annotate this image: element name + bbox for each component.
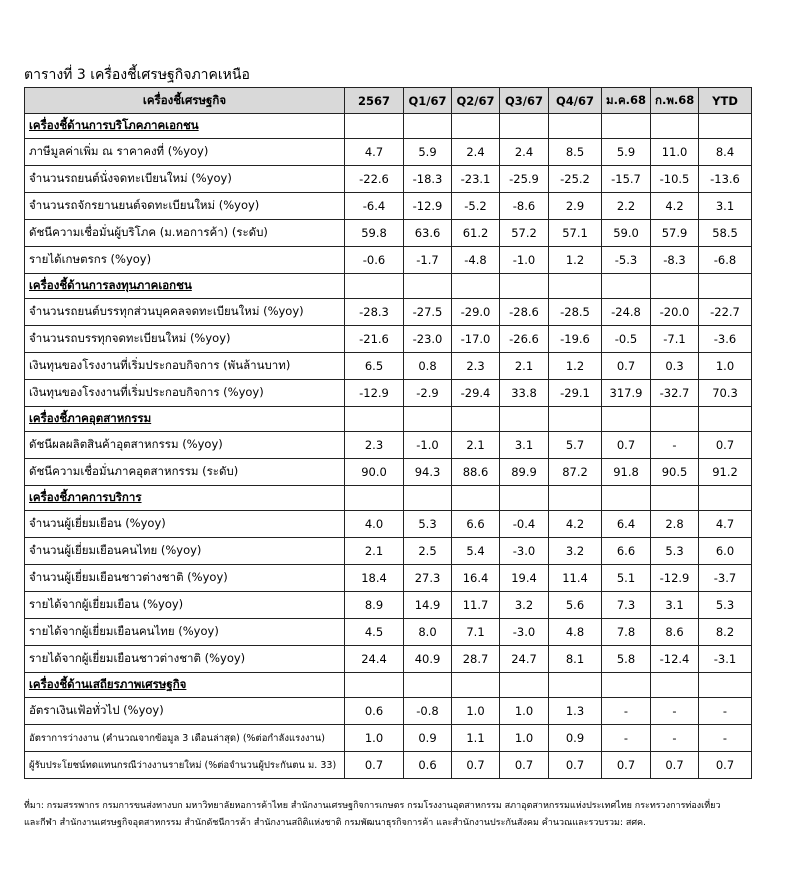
table-row <box>25 432 752 459</box>
value-cell: 3.2 <box>500 592 549 619</box>
value-cell: 6.6 <box>602 538 651 565</box>
value-cell <box>651 114 699 139</box>
value-cell <box>345 673 404 698</box>
value-cell: 91.8 <box>602 459 651 486</box>
value-cell: -23.1 <box>452 166 500 193</box>
value-cell: -12.9 <box>651 565 699 592</box>
value-cell <box>345 407 404 432</box>
value-cell: 5.9 <box>602 139 651 166</box>
row-label: จำนวนรถยนต์นั่งจดทะเบียนใหม่ (%yoy) <box>25 166 345 193</box>
value-cell: -18.3 <box>404 166 452 193</box>
value-cell <box>452 114 500 139</box>
value-cell <box>602 274 651 299</box>
value-cell <box>602 114 651 139</box>
table-row <box>25 353 752 380</box>
value-cell <box>404 407 452 432</box>
value-cell: 6.5 <box>345 353 404 380</box>
row-label: รายได้จากผู้เยี่ยมเยือน (%yoy) <box>25 592 345 619</box>
section-label: เครื่องชี้ด้านการบริโภคภาคเอกชน <box>25 114 345 139</box>
row-label: จำนวนผู้เยี่ยมเยือนคนไทย (%yoy) <box>25 538 345 565</box>
value-cell: 7.1 <box>452 619 500 646</box>
row-label: ดัชนีผลผลิตสินค้าอุตสาหกรรม (%yoy) <box>25 432 345 459</box>
value-cell: 18.4 <box>345 565 404 592</box>
value-cell: - <box>602 725 651 752</box>
table-row <box>25 220 752 247</box>
row-label: จำนวนรถบรรทุกจดทะเบียนใหม่ (%yoy) <box>25 326 345 353</box>
value-cell <box>500 486 549 511</box>
value-cell: 8.1 <box>549 646 602 673</box>
column-header: 2567 <box>345 88 404 114</box>
column-header: YTD <box>699 88 752 114</box>
source-line: และกีฬา สำนักงานเศรษฐกิจอุตสาหกรรม สำนักดัชนีการค้า สำนักงานสถิติแห่งชาติ กรมพัฒนาธุรกิจการค้า และสำนักงานประกันสังคม คำนวณและรวบรวม: สศค. <box>24 818 646 828</box>
value-cell: 5.3 <box>699 592 752 619</box>
value-cell <box>602 407 651 432</box>
value-cell: 91.2 <box>699 459 752 486</box>
value-cell: 0.9 <box>404 725 452 752</box>
value-cell: 87.2 <box>549 459 602 486</box>
table-row <box>25 538 752 565</box>
value-cell: -6.4 <box>345 193 404 220</box>
value-cell <box>651 274 699 299</box>
value-cell: 59.8 <box>345 220 404 247</box>
value-cell: - <box>651 725 699 752</box>
row-label: รายได้จากผู้เยี่ยมเยือนชาวต่างชาติ (%yoy) <box>25 646 345 673</box>
table-row <box>25 619 752 646</box>
value-cell: -2.9 <box>404 380 452 407</box>
value-cell: 5.3 <box>651 538 699 565</box>
value-cell <box>500 114 549 139</box>
value-cell: -8.6 <box>500 193 549 220</box>
value-cell: 33.8 <box>500 380 549 407</box>
value-cell: 0.8 <box>404 353 452 380</box>
value-cell: 19.4 <box>500 565 549 592</box>
table-row <box>25 139 752 166</box>
value-cell: -3.0 <box>500 538 549 565</box>
value-cell: 3.2 <box>549 538 602 565</box>
value-cell: -12.9 <box>345 380 404 407</box>
value-cell: 0.6 <box>345 698 404 725</box>
value-cell: 1.0 <box>500 725 549 752</box>
value-cell: -29.1 <box>549 380 602 407</box>
value-cell: 1.1 <box>452 725 500 752</box>
value-cell: -19.6 <box>549 326 602 353</box>
value-cell: 2.2 <box>602 193 651 220</box>
value-cell: -25.2 <box>549 166 602 193</box>
value-cell <box>500 673 549 698</box>
value-cell <box>549 407 602 432</box>
section-row <box>25 274 752 299</box>
value-cell: 89.9 <box>500 459 549 486</box>
value-cell: -21.6 <box>345 326 404 353</box>
value-cell: -12.4 <box>651 646 699 673</box>
value-cell: 0.7 <box>651 752 699 779</box>
row-label: ผู้รับประโยชน์ทดแทนกรณีว่างงานรายใหม่ (%ต่อจำนวนผู้ประกันตน ม. 33) <box>25 752 345 779</box>
value-cell: -20.0 <box>651 299 699 326</box>
row-label: ดัชนีความเชื่อมั่นผู้บริโภค (ม.หอการค้า) (ระดับ) <box>25 220 345 247</box>
value-cell: 8.5 <box>549 139 602 166</box>
value-cell: 2.5 <box>404 538 452 565</box>
value-cell: -29.0 <box>452 299 500 326</box>
value-cell: 5.8 <box>602 646 651 673</box>
table-title: ตารางที่ 3 เครื่องชี้เศรษฐกิจภาคเหนือ <box>24 67 250 83</box>
value-cell: 6.0 <box>699 538 752 565</box>
value-cell: 1.0 <box>452 698 500 725</box>
value-cell: 70.3 <box>699 380 752 407</box>
value-cell: 0.7 <box>549 752 602 779</box>
value-cell: 5.6 <box>549 592 602 619</box>
value-cell: - <box>651 698 699 725</box>
value-cell: -3.0 <box>500 619 549 646</box>
value-cell: -1.7 <box>404 247 452 274</box>
value-cell: 57.2 <box>500 220 549 247</box>
row-label: อัตราเงินเฟ้อทั่วไป (%yoy) <box>25 698 345 725</box>
value-cell: 2.9 <box>549 193 602 220</box>
value-cell: 0.7 <box>602 752 651 779</box>
value-cell <box>345 114 404 139</box>
value-cell: 28.7 <box>452 646 500 673</box>
row-label: จำนวนรถจักรยานยนต์จดทะเบียนใหม่ (%yoy) <box>25 193 345 220</box>
value-cell <box>404 274 452 299</box>
value-cell: -27.5 <box>404 299 452 326</box>
value-cell: 4.7 <box>345 139 404 166</box>
value-cell: 11.4 <box>549 565 602 592</box>
value-cell: 4.0 <box>345 511 404 538</box>
value-cell: 0.7 <box>699 432 752 459</box>
value-cell: 4.5 <box>345 619 404 646</box>
value-cell <box>699 274 752 299</box>
source-line: ที่มา: กรมสรรพากร กรมการขนส่งทางบก มหาวิทยาลัยหอการค้าไทย สำนักงานเศรษฐกิจการเกษตร กรมโรงงานอุตสาหกรรม สภาอุตสาหกรรมแห่งประเทศไทย กระทรวงการท่องเที่ยว <box>24 801 721 811</box>
value-cell: -5.3 <box>602 247 651 274</box>
value-cell: 0.3 <box>651 353 699 380</box>
value-cell: -3.6 <box>699 326 752 353</box>
section-label: เครื่องชี้ภาคอุตสาหกรรม <box>25 407 345 432</box>
column-header: Q1/67 <box>404 88 452 114</box>
value-cell: -22.6 <box>345 166 404 193</box>
value-cell <box>404 486 452 511</box>
section-label: เครื่องชี้ด้านเสถียรภาพเศรษฐกิจ <box>25 673 345 698</box>
value-cell: 16.4 <box>452 565 500 592</box>
value-cell: -3.1 <box>699 646 752 673</box>
column-header: ก.พ.68 <box>651 88 699 114</box>
value-cell: -32.7 <box>651 380 699 407</box>
value-cell <box>699 114 752 139</box>
value-cell: 8.6 <box>651 619 699 646</box>
table-row <box>25 511 752 538</box>
table-row <box>25 725 752 752</box>
value-cell: 5.1 <box>602 565 651 592</box>
value-cell: 59.0 <box>602 220 651 247</box>
value-cell: 2.4 <box>452 139 500 166</box>
section-row <box>25 486 752 511</box>
column-header: เครื่องชี้เศรษฐกิจ <box>25 88 345 114</box>
value-cell: 6.4 <box>602 511 651 538</box>
value-cell <box>651 673 699 698</box>
column-header: Q3/67 <box>500 88 549 114</box>
value-cell <box>500 407 549 432</box>
value-cell: 1.2 <box>549 353 602 380</box>
section-row <box>25 114 752 139</box>
section-label: เครื่องชี้ด้านการลงทุนภาคเอกชน <box>25 274 345 299</box>
value-cell <box>549 486 602 511</box>
value-cell: 24.4 <box>345 646 404 673</box>
value-cell: 2.4 <box>500 139 549 166</box>
value-cell: 2.1 <box>500 353 549 380</box>
value-cell: 63.6 <box>404 220 452 247</box>
table-row <box>25 299 752 326</box>
value-cell: -0.8 <box>404 698 452 725</box>
value-cell <box>452 486 500 511</box>
table-row <box>25 459 752 486</box>
value-cell: 2.3 <box>345 432 404 459</box>
value-cell: -6.8 <box>699 247 752 274</box>
value-cell: 317.9 <box>602 380 651 407</box>
value-cell: 24.7 <box>500 646 549 673</box>
value-cell: - <box>602 698 651 725</box>
value-cell: 3.1 <box>699 193 752 220</box>
value-cell: -0.6 <box>345 247 404 274</box>
value-cell <box>452 673 500 698</box>
row-label: ดัชนีความเชื่อมั่นภาคอุตสาหกรรม (ระดับ) <box>25 459 345 486</box>
row-label: รายได้จากผู้เยี่ยมเยือนคนไทย (%yoy) <box>25 619 345 646</box>
indicator-table <box>24 87 752 779</box>
value-cell: -28.6 <box>500 299 549 326</box>
value-cell <box>651 407 699 432</box>
table-row <box>25 646 752 673</box>
value-cell: -10.5 <box>651 166 699 193</box>
value-cell: 88.6 <box>452 459 500 486</box>
value-cell: 7.3 <box>602 592 651 619</box>
row-label: จำนวนผู้เยี่ยมเยือน (%yoy) <box>25 511 345 538</box>
value-cell: 0.9 <box>549 725 602 752</box>
value-cell <box>404 114 452 139</box>
value-cell: -29.4 <box>452 380 500 407</box>
value-cell: 5.7 <box>549 432 602 459</box>
value-cell: 11.7 <box>452 592 500 619</box>
value-cell <box>452 407 500 432</box>
table-row <box>25 752 752 779</box>
value-cell <box>699 486 752 511</box>
row-label: อัตราการว่างงาน (คำนวณจากข้อมูล 3 เดือนล่าสุด) (%ต่อกำลังแรงงาน) <box>25 725 345 752</box>
row-label: จำนวนรถยนต์บรรทุกส่วนบุคคลจดทะเบียนใหม่ (%yoy) <box>25 299 345 326</box>
value-cell: 8.2 <box>699 619 752 646</box>
value-cell <box>602 673 651 698</box>
row-label: รายได้เกษตรกร (%yoy) <box>25 247 345 274</box>
value-cell <box>549 673 602 698</box>
value-cell <box>452 274 500 299</box>
value-cell: 5.9 <box>404 139 452 166</box>
value-cell: -0.5 <box>602 326 651 353</box>
value-cell <box>500 274 549 299</box>
value-cell: 4.2 <box>549 511 602 538</box>
value-cell: 2.8 <box>651 511 699 538</box>
row-label: จำนวนผู้เยี่ยมเยือนชาวต่างชาติ (%yoy) <box>25 565 345 592</box>
value-cell <box>404 673 452 698</box>
table-row <box>25 380 752 407</box>
value-cell: 0.7 <box>602 432 651 459</box>
table-row <box>25 698 752 725</box>
value-cell <box>345 274 404 299</box>
row-label: ภาษีมูลค่าเพิ่ม ณ ราคาคงที่ (%yoy) <box>25 139 345 166</box>
value-cell: -12.9 <box>404 193 452 220</box>
value-cell: - <box>699 698 752 725</box>
value-cell: 1.0 <box>699 353 752 380</box>
value-cell: 2.1 <box>345 538 404 565</box>
value-cell: 61.2 <box>452 220 500 247</box>
section-row <box>25 407 752 432</box>
value-cell: 0.7 <box>345 752 404 779</box>
value-cell: 4.7 <box>699 511 752 538</box>
value-cell: -5.2 <box>452 193 500 220</box>
value-cell: -0.4 <box>500 511 549 538</box>
value-cell: -25.9 <box>500 166 549 193</box>
value-cell: 2.1 <box>452 432 500 459</box>
value-cell <box>651 486 699 511</box>
table-row <box>25 166 752 193</box>
value-cell: 0.7 <box>452 752 500 779</box>
value-cell: 5.3 <box>404 511 452 538</box>
value-cell: -23.0 <box>404 326 452 353</box>
row-label: เงินทุนของโรงงานที่เริ่มประกอบกิจการ (%yoy) <box>25 380 345 407</box>
value-cell: 0.7 <box>500 752 549 779</box>
value-cell <box>549 114 602 139</box>
value-cell: 1.3 <box>549 698 602 725</box>
value-cell: 6.6 <box>452 511 500 538</box>
value-cell: 1.2 <box>549 247 602 274</box>
column-header: ม.ค.68 <box>602 88 651 114</box>
value-cell: 58.5 <box>699 220 752 247</box>
value-cell: 11.0 <box>651 139 699 166</box>
value-cell: -1.0 <box>500 247 549 274</box>
value-cell: 1.0 <box>500 698 549 725</box>
table-row <box>25 326 752 353</box>
value-cell: 94.3 <box>404 459 452 486</box>
column-header: Q4/67 <box>549 88 602 114</box>
value-cell: - <box>699 725 752 752</box>
value-cell: -17.0 <box>452 326 500 353</box>
value-cell <box>602 486 651 511</box>
value-cell: 0.6 <box>404 752 452 779</box>
table-row <box>25 565 752 592</box>
value-cell: 4.2 <box>651 193 699 220</box>
value-cell: -8.3 <box>651 247 699 274</box>
value-cell: 0.7 <box>602 353 651 380</box>
section-label: เครื่องชี้ภาคการบริการ <box>25 486 345 511</box>
row-label: เงินทุนของโรงงานที่เริ่มประกอบกิจการ (พันล้านบาท) <box>25 353 345 380</box>
value-cell: -22.7 <box>699 299 752 326</box>
value-cell: 90.0 <box>345 459 404 486</box>
value-cell <box>549 274 602 299</box>
section-row <box>25 673 752 698</box>
value-cell: -13.6 <box>699 166 752 193</box>
value-cell: -26.6 <box>500 326 549 353</box>
value-cell: - <box>651 432 699 459</box>
value-cell: 2.3 <box>452 353 500 380</box>
value-cell: 5.4 <box>452 538 500 565</box>
value-cell <box>345 486 404 511</box>
value-cell: -28.5 <box>549 299 602 326</box>
value-cell: -28.3 <box>345 299 404 326</box>
table-row <box>25 247 752 274</box>
value-cell: 8.9 <box>345 592 404 619</box>
value-cell: 0.7 <box>699 752 752 779</box>
value-cell: 3.1 <box>651 592 699 619</box>
value-cell: -4.8 <box>452 247 500 274</box>
value-cell: 90.5 <box>651 459 699 486</box>
column-header: Q2/67 <box>452 88 500 114</box>
value-cell: 1.0 <box>345 725 404 752</box>
value-cell: -3.7 <box>699 565 752 592</box>
source-note <box>24 798 759 832</box>
table-row <box>25 592 752 619</box>
value-cell: -24.8 <box>602 299 651 326</box>
value-cell: 3.1 <box>500 432 549 459</box>
value-cell: 57.1 <box>549 220 602 247</box>
table-row <box>25 193 752 220</box>
value-cell: -7.1 <box>651 326 699 353</box>
value-cell: 14.9 <box>404 592 452 619</box>
value-cell: 27.3 <box>404 565 452 592</box>
value-cell <box>699 407 752 432</box>
value-cell: 7.8 <box>602 619 651 646</box>
value-cell: 4.8 <box>549 619 602 646</box>
value-cell <box>699 673 752 698</box>
value-cell: 8.0 <box>404 619 452 646</box>
table-body <box>25 114 752 779</box>
value-cell: -15.7 <box>602 166 651 193</box>
value-cell: -1.0 <box>404 432 452 459</box>
value-cell: 40.9 <box>404 646 452 673</box>
value-cell: 8.4 <box>699 139 752 166</box>
header-row <box>25 88 752 114</box>
value-cell: 57.9 <box>651 220 699 247</box>
